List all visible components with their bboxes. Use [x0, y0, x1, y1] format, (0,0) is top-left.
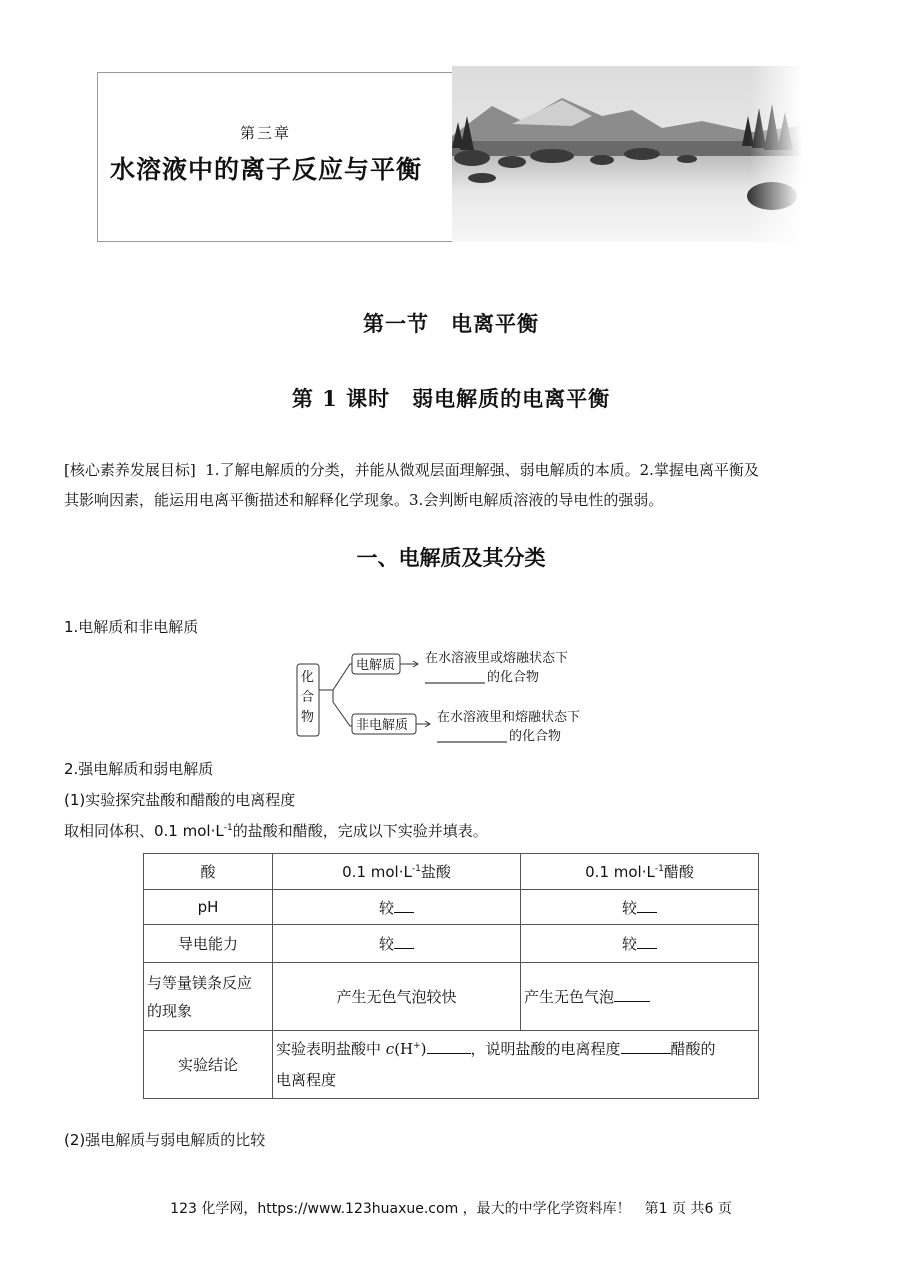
table-row-conclusion [144, 1031, 759, 1099]
classification-diagram [295, 650, 615, 750]
diagram-root-char-2: 合 [301, 690, 315, 705]
page-footer: 123 化学网，https://www.123huaxue.com ，最大的中学化学资料库！ 第1 页 共6 页 [170, 1201, 732, 1217]
row-mg-acetic: 产生无色气泡 [521, 963, 759, 1031]
diagram-branch-2-desc-1: 在水溶液里和熔融状态下 [437, 710, 581, 725]
diagram-root-char-3: 物 [301, 710, 315, 725]
subsection-2: 2.强电解质和弱电解质 [64, 760, 214, 778]
instruction-before: 取相同体积、0.1 mol·L [64, 822, 224, 840]
diagram-root-char-1: 化 [301, 670, 315, 685]
section-title: 第一节 电离平衡 [363, 311, 539, 336]
instruction-after: 的盐酸和醋酸，完成以下实验并填表。 [232, 822, 488, 840]
row-ph-hcl: 较 [273, 890, 521, 925]
chapter-title: 水溶液中的离子反应与平衡 [110, 155, 423, 184]
row-conclusion-label: 实验结论 [144, 1031, 273, 1099]
core-goals [64, 455, 844, 515]
diagram-branch-1-label: 电解质 [356, 658, 396, 673]
goals-line-1 [64, 455, 844, 485]
landscape-photo-icon [452, 66, 802, 242]
table-row-mg-reaction [144, 963, 759, 1031]
row-conductivity-acetic: 较 [521, 925, 759, 963]
goals-tag: [核心素养发展目标] [64, 461, 196, 479]
subsection-2-2: (2)强电解质与弱电解质的比较 [64, 1131, 266, 1149]
table-row-ph [144, 890, 759, 925]
chapter-label: 第三章 [240, 124, 292, 142]
instruction-text [64, 820, 488, 841]
diagram-branch-1-desc-2: 的化合物 [487, 670, 540, 685]
row-conductivity-label: 导电能力 [144, 925, 273, 963]
row-mg-label: 与等量镁条反应 的现象 [144, 963, 273, 1031]
row-conductivity-hcl: 较 [273, 925, 521, 963]
row-mg-hcl: 产生无色气泡较快 [273, 963, 521, 1031]
goals-text-2: 其影响因素，能运用电离平衡描述和解释化学现象。3.会判断电解质溶液的导电性的强弱。 [64, 491, 664, 509]
lesson-title: 第 1 课时 弱电解质的电离平衡 [291, 386, 611, 411]
heading-electrolyte-classification: 一、电解质及其分类 [356, 545, 546, 570]
row-ph-label: pH [144, 890, 273, 925]
diagram-branch-2-label: 非电解质 [356, 718, 409, 733]
table-row-conductivity [144, 925, 759, 963]
table-header-row [144, 854, 759, 890]
instruction-sup: -1 [223, 823, 233, 833]
experiment-table [143, 853, 759, 1099]
header-acetic: 0.1 $mol\cdot L^{-1}$醋酸 [521, 854, 759, 890]
goals-text-1: 1.了解电解质的分类，并能从微观层面理解强、弱电解质的本质。2.掌握电离平衡及 [205, 461, 759, 479]
diagram-branch-1-desc-1: 在水溶液里或熔融状态下 [425, 651, 569, 666]
header-hcl: 0.1 $mol\cdot L^{-1}$盐酸 [273, 854, 521, 890]
subsection-1: 1.电解质和非电解质 [64, 618, 199, 636]
row-ph-acetic: 较 [521, 890, 759, 925]
row-conclusion-text: 实验表明盐酸中 c(H+) ，说明盐酸的电离程度 醋酸的 电离程度 [273, 1031, 759, 1099]
header-acid: 酸 [144, 854, 273, 890]
subsection-2-1: (1)实验探究盐酸和醋酸的电离程度 [64, 791, 296, 809]
diagram-branch-2-desc-2: 的化合物 [509, 729, 562, 744]
